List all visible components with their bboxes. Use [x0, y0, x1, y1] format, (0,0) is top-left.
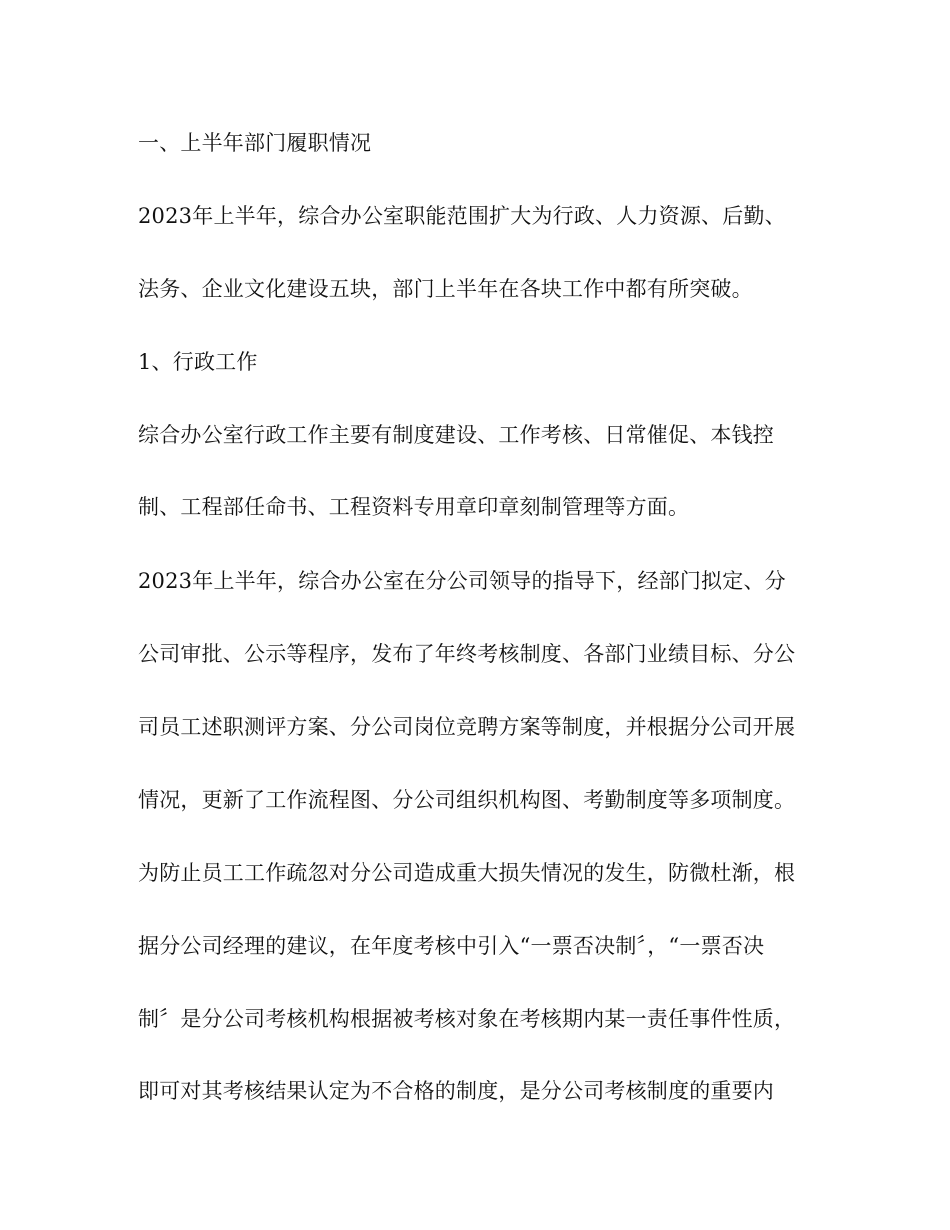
paragraph-line: 为防止员工工作疏忽对分公司造成重大损失情况的发生，防微杜渐，根	[138, 861, 796, 885]
paragraph-line: 制、工程部任命书、工程资料专用章印章刻制管理等方面。	[138, 495, 690, 519]
subsection-heading: 1、行政工作	[138, 350, 258, 374]
paragraph-line: 制〞是分公司考核机构根据被考核对象在考核期内某一责任事件性质，	[138, 1007, 796, 1031]
paragraph-line: 法务、企业文化建设五块，部门上半年在各块工作中都有所突破。	[138, 277, 753, 301]
paragraph-line: 2023年上半年，综合办公室在分公司领导的指导下，经部门拟定、分	[138, 569, 786, 593]
paragraph-line: 情况，更新了工作流程图、分公司组织机构图、考勤制度等多项制度。	[138, 788, 796, 812]
paragraph-line: 综合办公室行政工作主要有制度建设、工作考核、日常催促、本钱控	[138, 423, 774, 447]
section-heading: 一、上半年部门履职情况	[138, 131, 372, 155]
paragraph-line: 司员工述职测评方案、分公司岗位竞聘方案等制度，并根据分公司开展	[138, 715, 796, 739]
paragraph-line: 据分公司经理的建议，在年度考核中引入“一票否决制〞，“一票否决	[138, 934, 765, 958]
paragraph-line: 公司审批、公示等程序，发布了年终考核制度、各部门业绩目标、分公	[138, 642, 796, 666]
paragraph-line: 即可对其考核结果认定为不合格的制度，是分公司考核制度的重要内	[138, 1079, 774, 1103]
paragraph-line: 2023年上半年，综合办公室职能范围扩大为行政、人力资源、后勤、	[138, 204, 786, 228]
